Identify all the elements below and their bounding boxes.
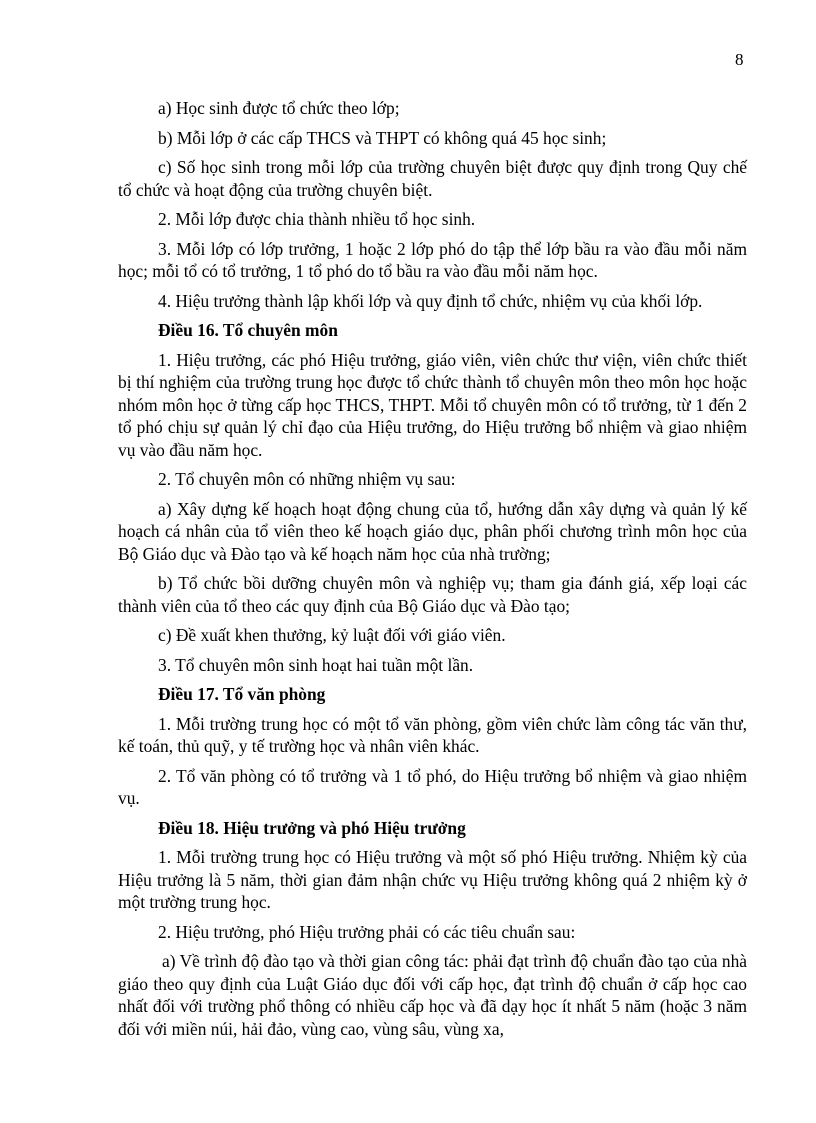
article-16-clause-2b: b) Tổ chức bồi dưỡng chuyên môn và nghiệp vụ; tham gia đánh giá, xếp loại các thành viên của tổ theo các quy định của Bộ Giáo dục và Đào tạo;: [118, 573, 747, 616]
paragraph-item-4: 4. Hiệu trưởng thành lập khối lớp và quy định tổ chức, nhiệm vụ của khối lớp.: [158, 290, 703, 311]
article-18-clause-1: 1. Mỗi trường trung học có Hiệu trưởng và một số phó Hiệu trưởng. Nhiệm kỳ của Hiệu trưởng là 5 năm, thời gian đảm nhận chức vụ Hiệu trưởng không quá 2 nhiệm kỳ ở một trường trung học.: [118, 847, 747, 912]
paragraph-2c: c) Số học sinh trong mỗi lớp của trường chuyên biệt được quy định trong Quy chế tổ chức và hoạt động của trường chuyên biệt.: [118, 157, 747, 200]
article-18-clause-2: 2. Hiệu trưởng, phó Hiệu trưởng phải có các tiêu chuẩn sau:: [158, 921, 576, 942]
paragraph-item-3: 3. Mỗi lớp có lớp trưởng, 1 hoặc 2 lớp phó do tập thể lớp bầu ra vào đầu mỗi năm học; mỗi tổ có tổ trưởng, 1 tổ phó do tổ bầu ra vào đầu mỗi năm học.: [118, 238, 747, 281]
article-16-clause-1: 1. Hiệu trưởng, các phó Hiệu trưởng, giáo viên, viên chức thư viện, viên chức thiết bị thí nghiệm của trường trung học được tổ chức thành tổ chuyên môn theo môn học hoặc nhóm môn học ở từng cấp học THCS, THPT. Mỗi tổ chuyên môn có tổ trưởng, từ 1 đến 2 tổ phó chịu sự quản lý chỉ đạo của Hiệu trưởng, do Hiệu trưởng bổ nhiệm và giao nhiệm vụ vào đầu năm học.: [118, 349, 747, 460]
document-body: [118, 97, 747, 1047]
article-16-clause-2: 2. Tổ chuyên môn có những nhiệm vụ sau:: [158, 469, 456, 489]
paragraph-2b: b) Mỗi lớp ở các cấp THCS và THPT có không quá 45 học sinh;: [158, 127, 607, 148]
article-18-clause-2a: a) Về trình độ đào tạo và thời gian công tác: phải đạt trình độ chuẩn đào tạo của nhà giáo theo quy định của Luật Giáo dục đối với cấp học, đạt trình độ chuẩn ở cấp học cao nhất đối với trường phổ thông có nhiều cấp học và đã dạy học ít nhất 5 năm (hoặc 3 năm đối với miền núi, hải đảo, vùng cao, vùng sâu, vùng xa,: [118, 951, 747, 1039]
paragraph-item-2: 2. Mỗi lớp được chia thành nhiều tổ học sinh.: [158, 209, 476, 229]
article-18-heading: Điều 18. Hiệu trưởng và phó Hiệu trưởng: [158, 817, 466, 838]
article-16-heading: Điều 16. Tổ chuyên môn: [158, 320, 338, 340]
article-16-clause-2c: c) Đề xuất khen thưởng, kỷ luật đối với giáo viên.: [158, 625, 506, 645]
article-17-clause-1: 1. Mỗi trường trung học có một tổ văn phòng, gồm viên chức làm công tác văn thư, kế toán, thủ quỹ, y tế trường học và nhân viên khác.: [118, 713, 747, 756]
article-17-heading: Điều 17. Tổ văn phòng: [158, 684, 326, 704]
page-number: 8: [735, 50, 744, 69]
paragraph-2a: a) Học sinh được tổ chức theo lớp;: [158, 98, 400, 118]
article-17-clause-2: 2. Tổ văn phòng có tổ trưởng và 1 tổ phó, do Hiệu trưởng bổ nhiệm và giao nhiệm vụ.: [118, 765, 747, 808]
article-16-clause-2a: a) Xây dựng kế hoạch hoạt động chung của tổ, hướng dẫn xây dựng và quản lý kế hoạch cá nhân của tổ viên theo kế hoạch giáo dục, phân phối chương trình môn học của Bộ Giáo dục và Đào tạo và kế hoạch năm học của nhà trường;: [118, 498, 747, 564]
article-16-clause-3: 3. Tổ chuyên môn sinh hoạt hai tuần một lần.: [158, 654, 474, 675]
